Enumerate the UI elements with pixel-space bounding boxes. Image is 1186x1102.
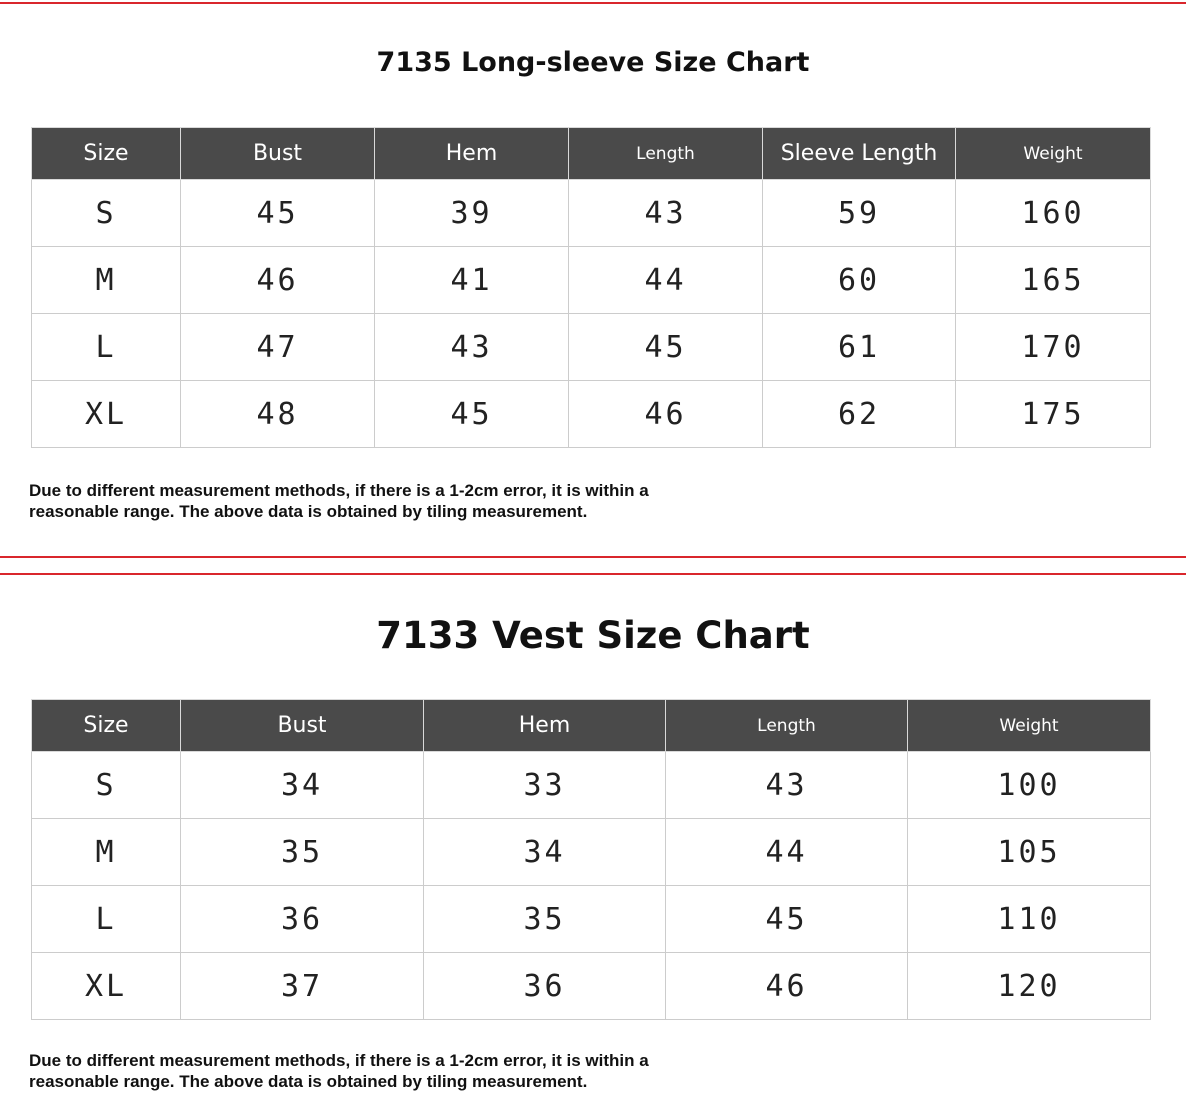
bust-cell: 45 xyxy=(181,180,375,247)
column-header-sleeve-length: Sleeve Length xyxy=(763,128,956,180)
top-divider xyxy=(0,2,1186,4)
table-row xyxy=(32,180,1151,247)
hem-cell: 41 xyxy=(375,247,569,314)
column-header-size: Size xyxy=(32,128,181,180)
hem-cell: 36 xyxy=(424,953,666,1020)
length-cell: 45 xyxy=(569,314,763,381)
size-cell: L xyxy=(32,886,181,953)
bust-cell: 46 xyxy=(181,247,375,314)
length-cell: 43 xyxy=(666,752,908,819)
sleeve-length-cell: 59 xyxy=(763,180,956,247)
size-cell: XL xyxy=(32,953,181,1020)
table-row xyxy=(32,314,1151,381)
size-cell: M xyxy=(32,247,181,314)
column-header-hem: Hem xyxy=(375,128,569,180)
bust-cell: 47 xyxy=(181,314,375,381)
length-cell: 44 xyxy=(666,819,908,886)
measurement-note: Due to different measurement methods, if there is a 1-2cm error, it is within a reasonable range. The above data is obtained by tiling measurement. xyxy=(29,1051,649,1091)
hem-cell: 43 xyxy=(375,314,569,381)
bust-cell: 34 xyxy=(181,752,424,819)
sleeve-length-cell: 61 xyxy=(763,314,956,381)
weight-cell: 120 xyxy=(908,953,1151,1020)
size-cell: XL xyxy=(32,381,181,448)
table-row xyxy=(32,953,1151,1020)
table-row xyxy=(32,752,1151,819)
size-cell: M xyxy=(32,819,181,886)
sleeve-length-cell: 60 xyxy=(763,247,956,314)
column-header-weight: Weight xyxy=(908,700,1151,752)
column-header-length: Length xyxy=(569,128,763,180)
section-divider-upper xyxy=(0,556,1186,558)
column-header-length: Length xyxy=(666,700,908,752)
column-header-bust: Bust xyxy=(181,128,375,180)
weight-cell: 175 xyxy=(956,381,1151,448)
column-header-bust: Bust xyxy=(181,700,424,752)
bust-cell: 35 xyxy=(181,819,424,886)
table-header-row xyxy=(32,128,1151,180)
chart-title-long-sleeve: 7135 Long-sleeve Size Chart xyxy=(376,47,810,78)
length-cell: 46 xyxy=(666,953,908,1020)
length-cell: 46 xyxy=(569,381,763,448)
table-row xyxy=(32,886,1151,953)
column-header-weight: Weight xyxy=(956,128,1151,180)
hem-cell: 45 xyxy=(375,381,569,448)
hem-cell: 33 xyxy=(424,752,666,819)
weight-cell: 165 xyxy=(956,247,1151,314)
section-divider-lower xyxy=(0,573,1186,575)
bust-cell: 37 xyxy=(181,953,424,1020)
size-table-vest xyxy=(31,699,1151,1020)
bust-cell: 48 xyxy=(181,381,375,448)
weight-cell: 160 xyxy=(956,180,1151,247)
length-cell: 43 xyxy=(569,180,763,247)
weight-cell: 170 xyxy=(956,314,1151,381)
hem-cell: 35 xyxy=(424,886,666,953)
weight-cell: 110 xyxy=(908,886,1151,953)
length-cell: 45 xyxy=(666,886,908,953)
hem-cell: 34 xyxy=(424,819,666,886)
weight-cell: 100 xyxy=(908,752,1151,819)
bust-cell: 36 xyxy=(181,886,424,953)
size-table-long-sleeve xyxy=(31,127,1151,448)
table-header-row xyxy=(32,700,1151,752)
sleeve-length-cell: 62 xyxy=(763,381,956,448)
table-row xyxy=(32,247,1151,314)
table-row xyxy=(32,381,1151,448)
table-row xyxy=(32,819,1151,886)
length-cell: 44 xyxy=(569,247,763,314)
column-header-size: Size xyxy=(32,700,181,752)
chart-title-vest: 7133 Vest Size Chart xyxy=(376,614,810,657)
weight-cell: 105 xyxy=(908,819,1151,886)
size-cell: L xyxy=(32,314,181,381)
size-cell: S xyxy=(32,752,181,819)
size-cell: S xyxy=(32,180,181,247)
measurement-note: Due to different measurement methods, if there is a 1-2cm error, it is within a reasonable range. The above data is obtained by tiling measurement. xyxy=(29,481,649,521)
column-header-hem: Hem xyxy=(424,700,666,752)
hem-cell: 39 xyxy=(375,180,569,247)
